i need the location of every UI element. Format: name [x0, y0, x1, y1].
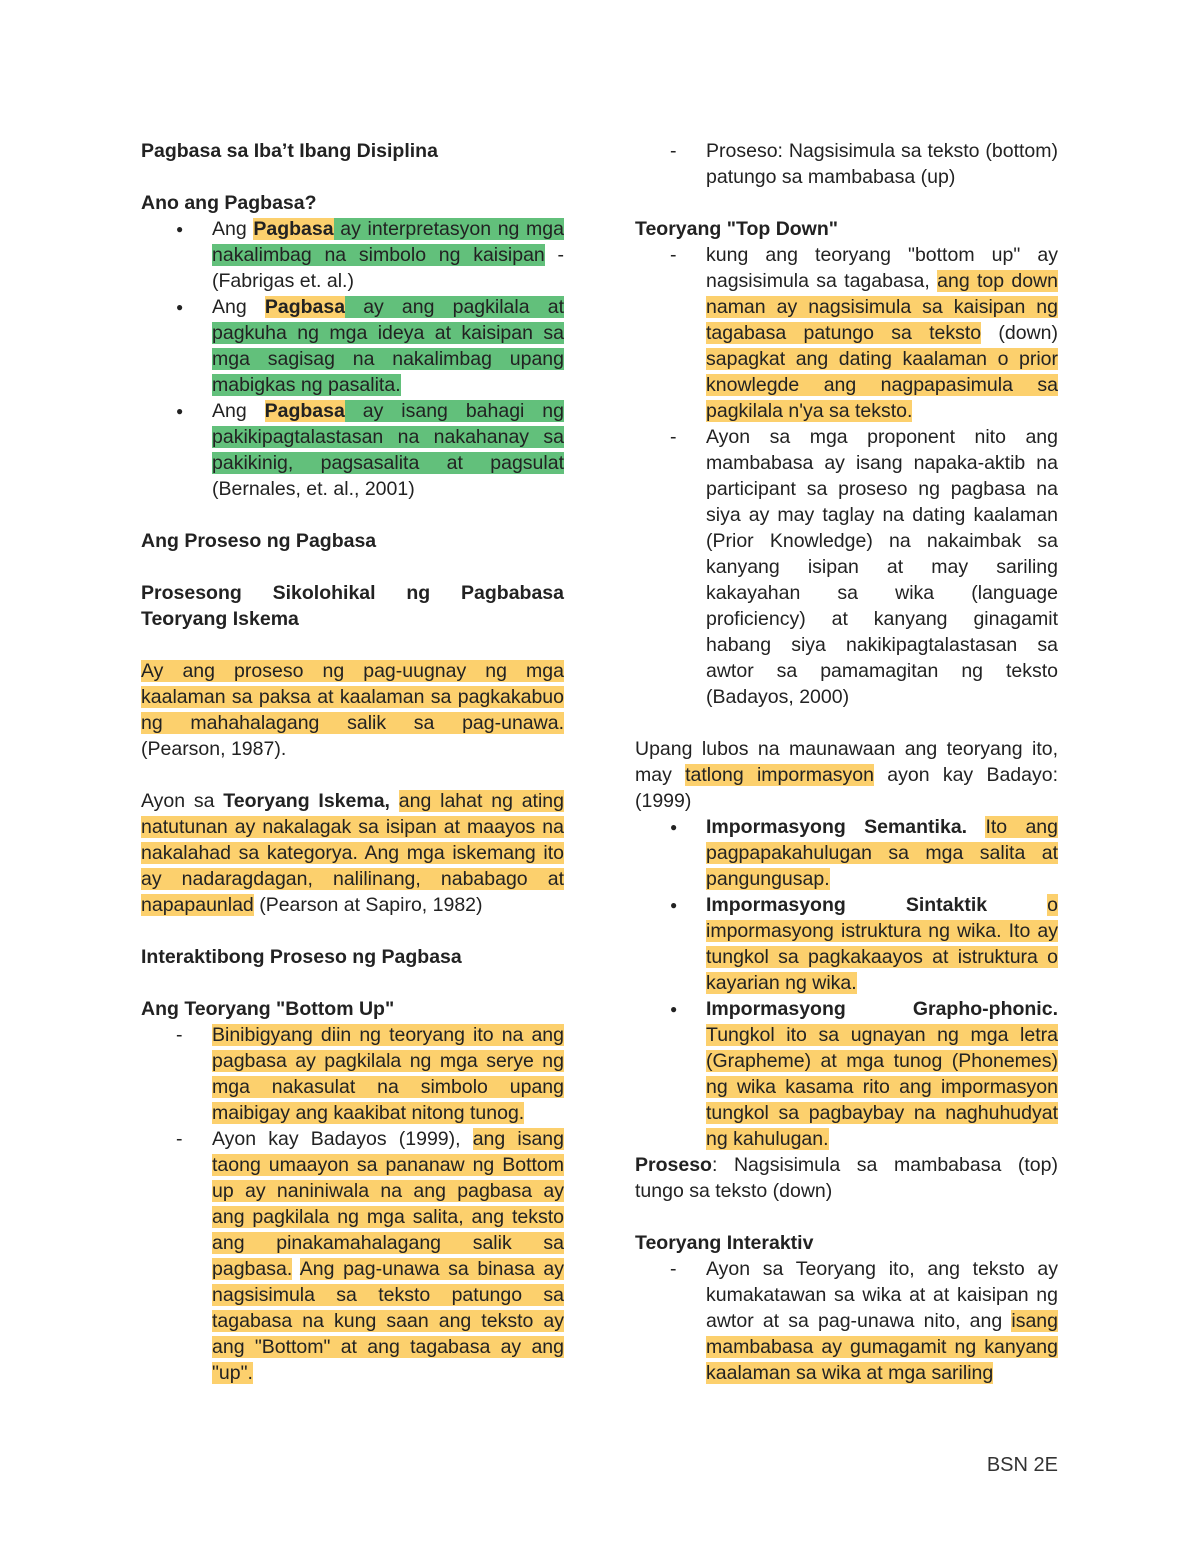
proseso-bottom-list	[635, 138, 1058, 190]
list-item: - Ayon kay Badayos (1999), ang isang taong umaayon sa pananaw ng Bottom up ay naniniwala na ang pagbasa ay ang pagkilala ng mga salita, ang teksto ang pinakamahalagang salik sa pagbasa. Ang pag-unawa sa binasa ay nagsisimula sa teksto patungo sa tagabasa na kung saan ang teksto ay ang "Bottom" at ang tagabasa ay ang "up".	[212, 1126, 564, 1386]
heading-top-down: Teoryang "Top Down"	[635, 218, 839, 240]
document-title: Pagbasa sa Iba’t Ibang Disiplina	[141, 140, 438, 162]
interaktiv-list	[635, 1256, 1058, 1386]
green-highlight: ay ang pagkilala at pagkuha ng mga ideya at kaisipan sa mga sagisag na nakalimbag upang mabigkas ng pasalita.	[212, 296, 564, 396]
paragraph-ayon-iskema: Ayon sa Teoryang Iskema, ang lahat ng ating natutunan ay nakalagak sa isipan at maayos na nakalahad sa kategorya. Ang mga iskemang ito ay nadaragdagan, nalilinang, nababago at napapaunlad (Pearson at Sapiro, 1982)	[141, 790, 564, 916]
top-down-list	[635, 242, 1058, 710]
list-item: ● Ang Pagbasa ay interpretasyon ng mga nakalimbag na simbolo ng kaisipan - (Fabrigas et. al.)	[212, 216, 564, 294]
left-column	[141, 138, 564, 1386]
definition-list	[141, 216, 564, 502]
impormasyon-list	[635, 814, 1058, 1152]
heading-interaktibo: Interaktibong Proseso ng Pagbasa	[141, 946, 462, 968]
list-item: ● Impormasyong Grapho-phonic. Tungkol ito sa ugnayan ng mga letra (Grapheme) at mga tunog (Phonemes) ng wika kasama rito ang impormasyon tungkol sa pagbaybay na naghuhudyat ng kahulugan.	[706, 996, 1058, 1152]
list-item: ● Ang Pagbasa ay ang pagkilala at pagkuha ng mga ideya at kaisipan sa mga sagisag na nakalimbag upang mabigkas ng pasalita.	[212, 294, 564, 398]
green-highlight: ay isang bahagi ng pakikipagtalastasan na nakahanay sa pakikinig, pagsasalita at pagsulat	[212, 400, 564, 474]
heading-bottom-up: Ang Teoryang "Bottom Up"	[141, 998, 395, 1020]
list-item: ● Ang Pagbasa ay isang bahagi ng pakikipagtalastasan na nakahanay sa pakikinig, pagsasalita at pagsulat (Bernales, et. al., 2001)	[212, 398, 564, 502]
term-highlight: Pagbasa	[253, 218, 334, 240]
list-item: - Ayon sa mga proponent nito ang mambabasa ay isang napaka-aktib na participant sa proseso ng pagbasa na siya ay may taglay na dating kaalaman (Prior Knowledge) na nakaimbak sa kanyang isipan at may sariling kakayahan sa wika (language proficiency) at kanyang ginagamit habang siya nakikipagtalastasan sa awtor sa pamamagitan ng teksto (Badayos, 2000)	[706, 424, 1058, 710]
paragraph-upang: Upang lubos na maunawaan ang teoryang ito, may tatlong impormasyon ayon kay Badayo: (1999)	[635, 738, 1059, 812]
list-item: - kung ang teoryang "bottom up" ay nagsisimula sa tagabasa, ang top down naman ay nagsisimula sa kaisipan ng tagabasa patungo sa teksto (down) sapagkat ang dating kaalaman o prior knowlegde ang nagpapasimula sa pagkilala n'ya sa teksto.	[706, 242, 1058, 424]
term-highlight: Pagbasa	[264, 400, 345, 422]
list-item: - Ayon sa Teoryang ito, ang teksto ay kumakatawan sa wika at at kaisipan ng awtor at sa pag-unawa nito, ang isang mambabasa ay gumagamit ng kanyang kaalaman sa wika at mga sariling	[706, 1256, 1058, 1386]
list-item: ● Impormasyong Sintaktik o impormasyong istruktura ng wika. Ito ay tungkol sa pagkakaayos at istruktura o kayarian ng wika.	[706, 892, 1058, 996]
heading-sikolohikal: Prosesong Sikolohikal ng Pagbabasa Teoryang Iskema	[141, 582, 564, 630]
list-item: - Proseso: Nagsisimula sa teksto (bottom) patungo sa mambabasa (up)	[706, 138, 1058, 190]
green-highlight: ay interpretasyon ng mga nakalimbag na simbolo ng kaisipan	[212, 218, 564, 266]
bottom-up-list	[141, 1022, 564, 1386]
page-footer: BSN 2E	[986, 1454, 1058, 1476]
paragraph-proseso-top: Proseso: Nagsisimula sa mambabasa (top) tungo sa teksto (down)	[635, 1154, 1058, 1202]
term-highlight: Pagbasa	[264, 296, 346, 318]
heading-ano-ang-pagbasa: Ano ang Pagbasa?	[141, 192, 317, 214]
heading-proseso: Ang Proseso ng Pagbasa	[141, 530, 377, 552]
list-item: - Binibigyang diin ng teoryang ito na ang pagbasa ay pagkilala ng mga serye ng mga nakasulat na simbolo upang maibigay ang kaakibat nitong tunog.	[212, 1022, 564, 1126]
paragraph-iskema-definition: Ay ang proseso ng pag-uugnay ng mga kaalaman sa paksa at kaalaman sa pagkakabuo ng mahahalagang salik sa pag-unawa. (Pearson, 1987).	[141, 660, 564, 760]
list-item: ● Impormasyong Semantika. Ito ang pagpapakahulugan sa mga salita at pangungusap.	[706, 814, 1058, 892]
right-column	[635, 138, 1058, 1386]
heading-interaktiv: Teoryang Interaktiv	[635, 1232, 814, 1254]
